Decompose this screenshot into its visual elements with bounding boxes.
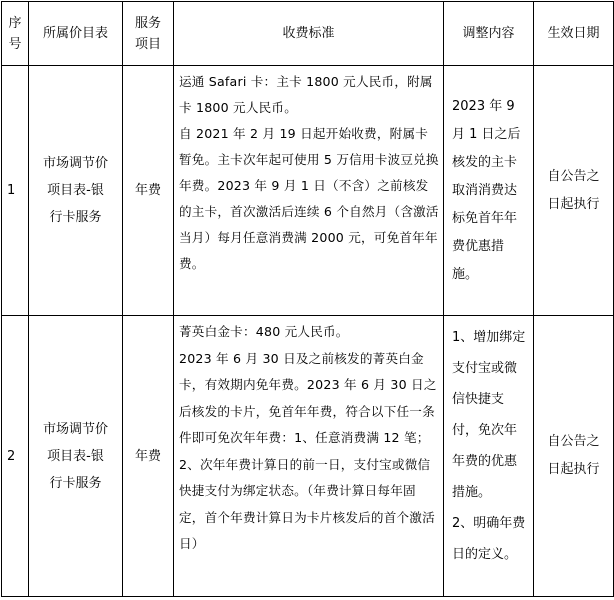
row-effective-date: 自公告之日起执行 bbox=[534, 316, 614, 597]
row-adjustment bbox=[444, 66, 534, 316]
adjustment-paragraph: 1、增加绑定支付宝或微信快捷支付，免次年年费的优惠措施。 bbox=[452, 330, 526, 500]
table-row bbox=[2, 316, 614, 597]
fee-paragraph: 运通 Safari 卡：主卡 1800 元人民币，附属卡 1800 元人民币。 bbox=[179, 74, 433, 115]
header-catalog: 所属价目表 bbox=[29, 2, 123, 66]
header-effective-date: 生效日期 bbox=[534, 2, 614, 66]
row-adjustment bbox=[444, 316, 534, 597]
adjustment-paragraph: 2023 年 9 月 1 日之后核发的主卡取消消费达标免首年年费优惠措施。 bbox=[452, 98, 521, 282]
row-seq: 2 bbox=[2, 316, 29, 597]
fee-paragraph: 2023 年 6 月 30 日及之前核发的菁英白金卡，有效期内免年费。2023 年 6 月 30 日之后核发的卡片，免首年年费，符合以下任一条件即可免次年年费：1、任意消费满 12 笔；2、次年年费计算日的前一日，支付宝或微信快捷支付为绑定状态。（年费计算日每年固定，首个年费计算日为卡片核发后的首个激活日） bbox=[179, 350, 437, 551]
fee-paragraph: 自 2021 年 2 月 19 日起开始收费，附属卡暂免。主卡次年起可使用 5 万信用卡波豆兑换年费。2023 年 9 月 1 日（不含）之前核发的主卡，首次激活后连续 6 个自然月（含激活当月）每月任意消费满 2000 元，可免首年年费。 bbox=[179, 126, 439, 271]
row-seq: 1 bbox=[2, 66, 29, 316]
row-fee-standard bbox=[174, 316, 444, 597]
header-adjustment: 调整内容 bbox=[444, 2, 534, 66]
fee-paragraph: 菁英白金卡：480 元人民币。 bbox=[179, 324, 349, 339]
row-catalog: 市场调节价项目表-银行卡服务 bbox=[29, 316, 123, 597]
header-fee-standard: 收费标准 bbox=[174, 2, 444, 66]
row-service: 年费 bbox=[123, 316, 174, 597]
row-fee-standard bbox=[174, 66, 444, 316]
row-service: 年费 bbox=[123, 66, 174, 316]
header-row bbox=[2, 2, 614, 66]
adjustment-paragraph: 2、明确年费日的定义。 bbox=[452, 516, 526, 562]
table-row bbox=[2, 66, 614, 316]
header-seq: 序号 bbox=[2, 2, 29, 66]
row-catalog: 市场调节价项目表-银行卡服务 bbox=[29, 66, 123, 316]
row-effective-date: 自公告之日起执行 bbox=[534, 66, 614, 316]
header-service: 服务项目 bbox=[123, 2, 174, 66]
fee-table bbox=[1, 1, 614, 597]
